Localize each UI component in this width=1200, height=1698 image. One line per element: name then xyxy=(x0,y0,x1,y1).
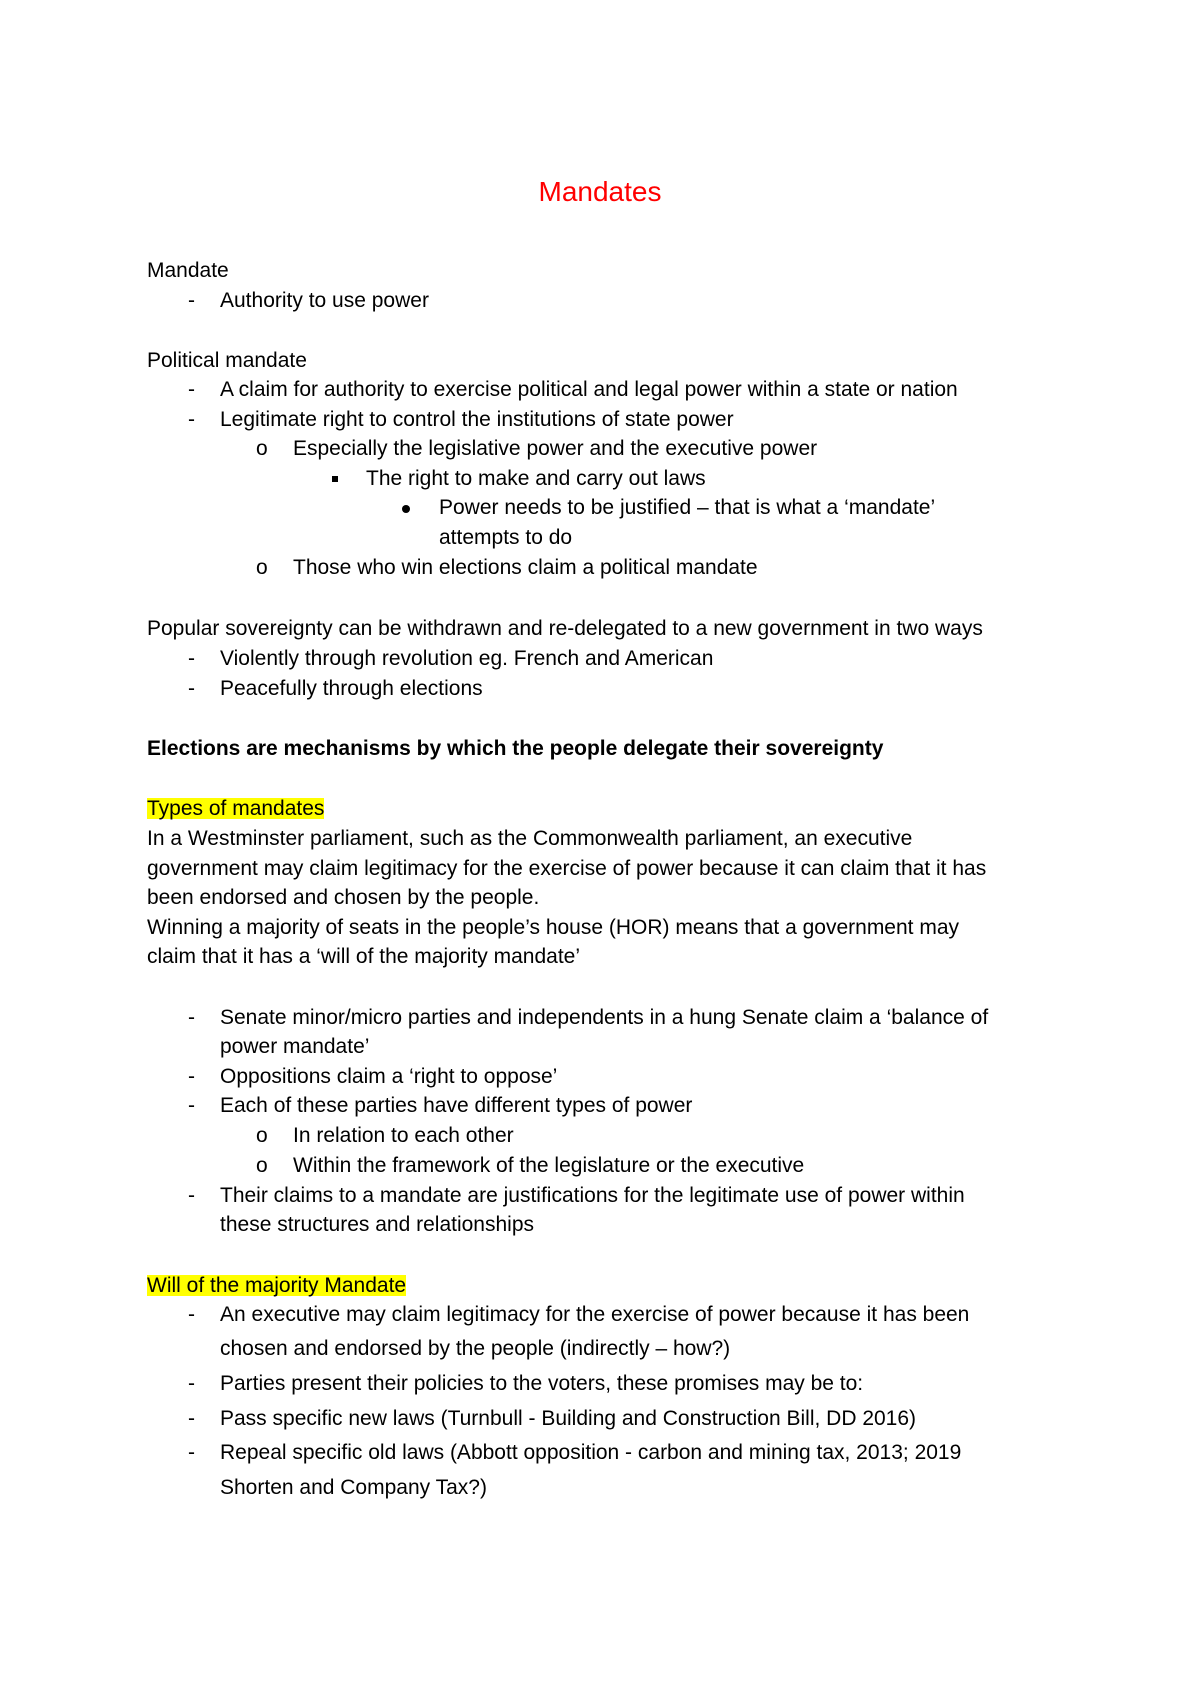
dash-bullet: - xyxy=(188,1184,195,1207)
list-item: Those who win elections claim a political mandate xyxy=(293,556,758,579)
list-item: Peacefully through elections xyxy=(220,677,483,700)
paragraph-line: been endorsed and chosen by the people. xyxy=(147,886,540,909)
list-item-continuation: these structures and relationships xyxy=(220,1213,535,1236)
list-item: A claim for authority to exercise political and legal power within a state or nation xyxy=(220,378,958,401)
dash-bullet: - xyxy=(188,1407,195,1430)
dash-bullet: - xyxy=(188,1303,195,1326)
list-item: Violently through revolution eg. French and American xyxy=(220,647,714,670)
list-item: Especially the legislative power and the executive power xyxy=(293,437,818,460)
section-heading-political-mandate: Political mandate xyxy=(147,349,307,372)
paragraph-line: In a Westminster parliament, such as the Commonwealth parliament, an executive xyxy=(147,827,913,850)
circle-bullet: o xyxy=(256,1124,268,1147)
circle-bullet: o xyxy=(256,1154,268,1177)
list-item: Within the framework of the legislature or the executive xyxy=(293,1154,805,1177)
list-item: Each of these parties have different types of power xyxy=(220,1094,693,1117)
list-item: Oppositions claim a ‘right to oppose’ xyxy=(220,1065,558,1088)
list-item: In relation to each other xyxy=(293,1124,514,1147)
list-item: Their claims to a mandate are justifications for the legitimate use of power within xyxy=(220,1184,965,1207)
list-item: Pass specific new laws (Turnbull - Building and Construction Bill, DD 2016) xyxy=(220,1407,917,1430)
dash-bullet: - xyxy=(188,1441,195,1464)
dash-bullet: - xyxy=(188,1372,195,1395)
list-item: Power needs to be justified – that is what a ‘mandate’ xyxy=(439,496,936,519)
circle-bullet: o xyxy=(256,437,268,460)
dash-bullet: - xyxy=(188,289,195,312)
highlighted-heading-will-of-majority: Will of the majority Mandate xyxy=(147,1274,407,1297)
list-item: An executive may claim legitimacy for the exercise of power because it has been xyxy=(220,1303,970,1326)
list-item-continuation: attempts to do xyxy=(439,526,573,549)
circle-bullet: o xyxy=(256,556,268,579)
list-item: The right to make and carry out laws xyxy=(366,467,706,490)
dash-bullet: - xyxy=(188,408,195,431)
dash-bullet: - xyxy=(188,378,195,401)
section-heading-popular-sovereignty: Popular sovereignty can be withdrawn and re-delegated to a new government in two ways xyxy=(147,617,983,640)
list-item-continuation: power mandate’ xyxy=(220,1035,370,1058)
paragraph-line: Winning a majority of seats in the people’s house (HOR) means that a government may xyxy=(147,916,960,939)
list-item: Repeal specific old laws (Abbott opposition - carbon and mining tax, 2013; 2019 xyxy=(220,1441,962,1464)
dash-bullet: - xyxy=(188,1065,195,1088)
dash-bullet: - xyxy=(188,1094,195,1117)
list-item: Senate minor/micro parties and independents in a hung Senate claim a ‘balance of xyxy=(220,1006,989,1029)
list-item: Legitimate right to control the institutions of state power xyxy=(220,408,734,431)
paragraph-line: government may claim legitimacy for the exercise of power because it can claim that it has xyxy=(147,857,987,880)
list-item-continuation: Shorten and Company Tax?) xyxy=(220,1476,487,1499)
section-heading-mandate: Mandate xyxy=(147,259,229,282)
square-bullet-icon xyxy=(332,476,338,482)
paragraph-line: claim that it has a ‘will of the majority mandate’ xyxy=(147,945,581,968)
bold-statement: Elections are mechanisms by which the people delegate their sovereignty xyxy=(147,737,884,760)
list-item: Parties present their policies to the voters, these promises may be to: xyxy=(220,1372,864,1395)
dash-bullet: - xyxy=(188,1006,195,1029)
list-item-continuation: chosen and endorsed by the people (indirectly – how?) xyxy=(220,1337,731,1360)
highlighted-heading-types-of-mandates: Types of mandates xyxy=(147,797,325,820)
dash-bullet: - xyxy=(188,677,195,700)
page-title: Mandates xyxy=(538,176,662,207)
list-item: Authority to use power xyxy=(220,289,429,312)
dash-bullet: - xyxy=(188,647,195,670)
round-bullet-icon xyxy=(402,505,410,513)
